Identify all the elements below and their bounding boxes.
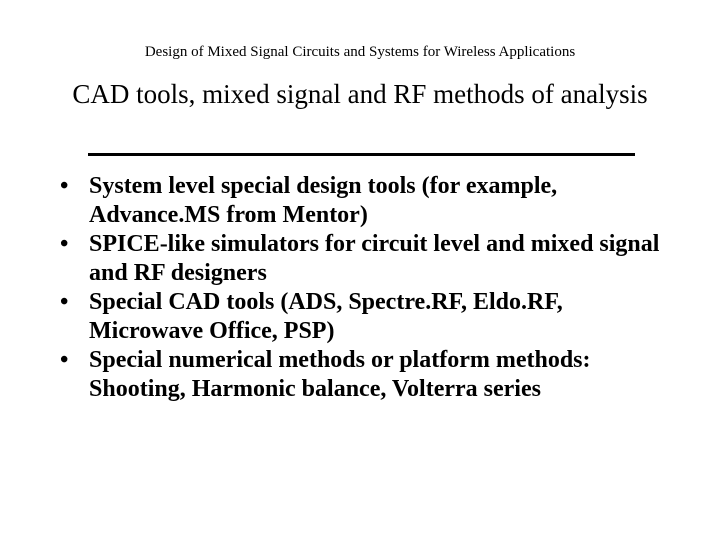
- bullet-icon: •: [60, 231, 69, 257]
- bullet-icon: •: [60, 289, 69, 315]
- bullet-text: Special CAD tools (ADS, Spectre.RF, Eldo.RF, Microwave Office, PSP): [89, 289, 563, 344]
- bullet-item-numerical-methods: [60, 346, 680, 404]
- bullet-item-system-tools: [60, 172, 680, 230]
- bullet-item-spice-simulators: [60, 230, 680, 288]
- bullet-text: Special numerical methods or platform methods: Shooting, Harmonic balance, Volterra series: [89, 347, 591, 402]
- bullet-text: System level special design tools (for example, Advance.MS from Mentor): [89, 173, 558, 228]
- bullet-icon: •: [60, 347, 69, 373]
- slide-title: CAD tools, mixed signal and RF methods of analysis: [72, 79, 648, 109]
- bullet-list: [60, 172, 680, 404]
- title-divider: [88, 153, 635, 156]
- bullet-text: SPICE-like simulators for circuit level and mixed signal and RF designers: [89, 231, 660, 286]
- bullet-item-cad-tools: [60, 288, 680, 346]
- slide-header: Design of Mixed Signal Circuits and Systems for Wireless Applications: [144, 44, 576, 60]
- bullet-icon: •: [60, 173, 69, 199]
